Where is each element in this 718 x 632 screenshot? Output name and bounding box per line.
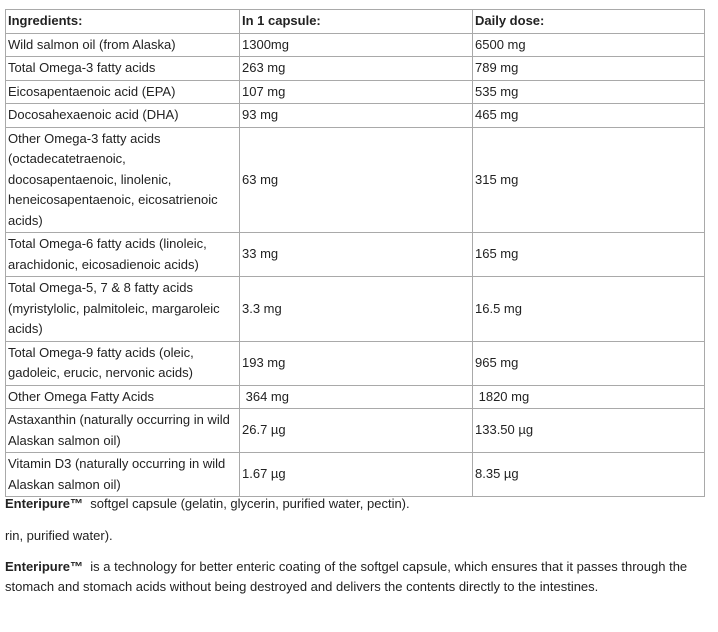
tech-brand: Enteripure™ — [5, 559, 84, 574]
header-per-capsule: In 1 capsule: — [240, 10, 473, 34]
daily-dose-cell: 1820 mg — [473, 385, 705, 409]
ingredient-cell: Total Omega-3 fatty acids — [6, 57, 240, 81]
daily-dose-cell: 315 mg — [473, 127, 705, 233]
ingredient-cell: Eicosapentaenoic acid (EPA) — [6, 80, 240, 104]
daily-dose-cell: 465 mg — [473, 104, 705, 128]
per-capsule-cell: 3.3 mg — [240, 277, 473, 342]
ingredients-table — [5, 9, 705, 497]
ingredient-cell: Total Omega-9 fatty acids (oleic, gadoleic, erucic, nervonic acids) — [6, 341, 240, 385]
table-row — [6, 104, 705, 128]
table-row — [6, 57, 705, 81]
daily-dose-cell: 965 mg — [473, 341, 705, 385]
table-row — [6, 277, 705, 342]
per-capsule-cell: 1.67 µg — [240, 453, 473, 497]
ingredient-cell: Other Omega Fatty Acids — [6, 385, 240, 409]
capsule-text: softgel capsule (gelatin, glycerin, purified water, pectin). — [83, 496, 410, 511]
fragment-note: rin, purified water). — [5, 528, 113, 543]
table-row — [6, 453, 705, 497]
per-capsule-cell: 364 mg — [240, 385, 473, 409]
per-capsule-cell: 193 mg — [240, 341, 473, 385]
per-capsule-cell: 107 mg — [240, 80, 473, 104]
table-row — [6, 409, 705, 453]
table-header-row — [6, 10, 705, 34]
ingredient-cell: Total Omega-6 fatty acids (linoleic, arachidonic, eicosadienoic acids) — [6, 233, 240, 277]
table-row — [6, 233, 705, 277]
header-daily-dose: Daily dose: — [473, 10, 705, 34]
ingredient-cell: Docosahexaenoic acid (DHA) — [6, 104, 240, 128]
per-capsule-cell: 26.7 µg — [240, 409, 473, 453]
table-row — [6, 341, 705, 385]
ingredient-cell: Wild salmon oil (from Alaska) — [6, 33, 240, 57]
daily-dose-cell: 789 mg — [473, 57, 705, 81]
daily-dose-cell: 165 mg — [473, 233, 705, 277]
technology-note — [5, 557, 705, 597]
daily-dose-cell: 16.5 mg — [473, 277, 705, 342]
ingredient-cell: Astaxanthin (naturally occurring in wild Alaskan salmon oil) — [6, 409, 240, 453]
per-capsule-cell: 93 mg — [240, 104, 473, 128]
ingredient-cell: Vitamin D3 (naturally occurring in wild Alaskan salmon oil) — [6, 453, 240, 497]
daily-dose-cell: 535 mg — [473, 80, 705, 104]
per-capsule-cell: 33 mg — [240, 233, 473, 277]
table-row — [6, 385, 705, 409]
table-row — [6, 127, 705, 233]
header-ingredients: Ingredients: — [6, 10, 240, 34]
ingredient-cell: Total Omega-5, 7 & 8 fatty acids (myristylolic, palmitoleic, margaroleic acids) — [6, 277, 240, 342]
capsule-brand: Enteripure™ — [5, 496, 84, 511]
capsule-note — [5, 494, 705, 514]
tech-text: is a technology for better enteric coating of the softgel capsule, which ensures that it passes through the stomach and stomach acids without being destroyed and delivers the contents directly to the intestines. — [5, 559, 691, 594]
daily-dose-cell: 133.50 µg — [473, 409, 705, 453]
ingredient-cell: Other Omega-3 fatty acids (octadecatetraenoic, docosapentaenoic, linolenic, heneicosapentaenoic, eicosatrienoic acids) — [6, 127, 240, 233]
table-row — [6, 80, 705, 104]
daily-dose-cell: 8.35 µg — [473, 453, 705, 497]
table-row — [6, 33, 705, 57]
daily-dose-cell: 6500 mg — [473, 33, 705, 57]
per-capsule-cell: 63 mg — [240, 127, 473, 233]
per-capsule-cell: 1300mg — [240, 33, 473, 57]
per-capsule-cell: 263 mg — [240, 57, 473, 81]
